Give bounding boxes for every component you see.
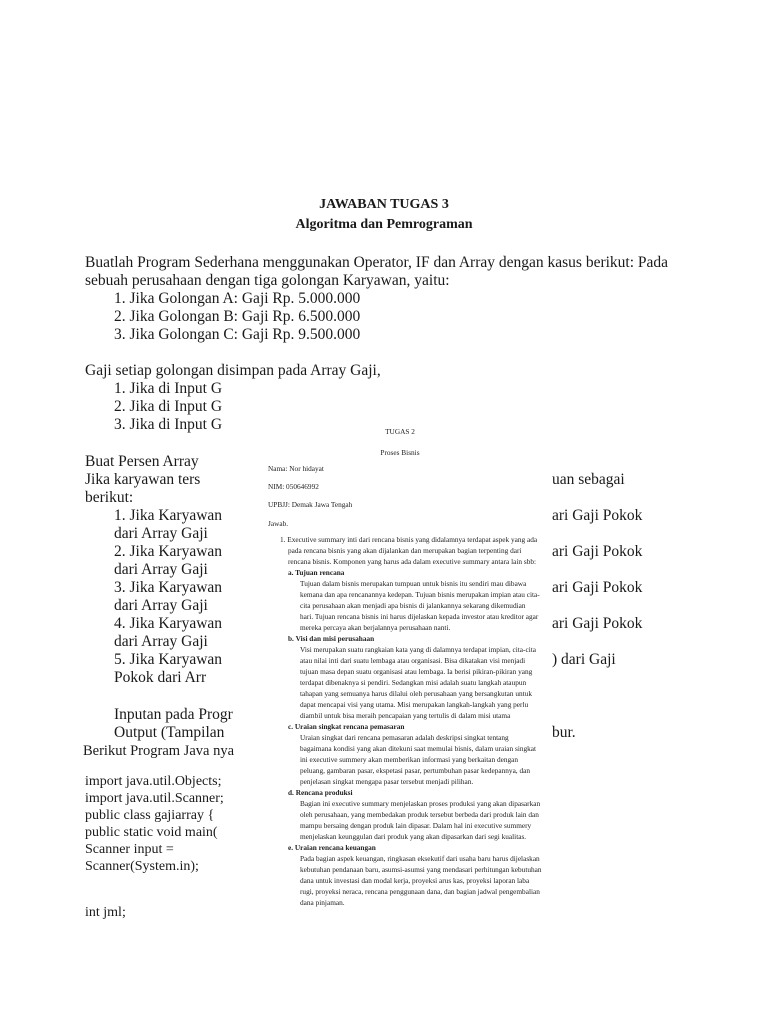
persen-line: Buat Persen Array xyxy=(85,453,199,470)
karyawan-list-item: 5. Jika Karyawan xyxy=(114,651,223,668)
section-c-line: ini executive summery akan memberikan informasi yang berkaitan dengan xyxy=(300,755,519,764)
karyawan-list-item: 1. Jika Karyawan xyxy=(114,507,223,524)
section-a-line: Tujuan dalam bisnis merupakan tumpuan untuk bisnis itu sendiri mau dibawa xyxy=(300,579,527,588)
input-list-item: 2. Jika di Input G xyxy=(114,398,223,415)
golongan-item-c: 3. Jika Golongan C: Gaji Rp. 9.500.000 xyxy=(114,326,361,343)
section-c-line: peluang, gambaran pasar, ekspetasi pasar, pertumbuhan pasar kedepannya, dan xyxy=(300,766,530,775)
section-e-line: dana pinjaman. xyxy=(300,898,345,907)
section-c-line: penjelasan singkat mengapa pasar tersebut menjadi pilihan. xyxy=(300,777,474,786)
karyawan-list-item: 4. Jika Karyawan xyxy=(114,615,223,632)
code-line: public static void main( xyxy=(85,825,218,840)
overlay-nim: NIM: 050646992 xyxy=(268,482,319,491)
karyawan-list-item: 3. Jika Karyawan xyxy=(114,579,223,596)
karyawan-list-item: dari Array Gaji xyxy=(114,597,208,614)
section-c-line: bagaimana kondisi yang akan ditekuni saat memulai bisnis, dalam uraian singkat xyxy=(300,744,537,753)
section-d-line: oleh perusahaan, yang membedakan produk tersebut berbeda dari produk lain dan xyxy=(300,810,539,819)
section-d-line: mampu bersaing dengan produk lain dipasar. Dalam hal ini executive summery xyxy=(300,821,532,830)
document-title: JAWABAN TUGAS 3 xyxy=(319,197,449,212)
input-list-item: 1. Jika di Input G xyxy=(114,380,223,397)
section-b-heading: b. Visi dan misi perusahaan xyxy=(288,634,375,643)
section-e-line: dana untuk investasi dan modal kerja, proyeksi arus kas, proyeksi laporan laba xyxy=(300,876,530,885)
section-b-line: atau nilai inti dari suatu lembaga atau organisasi. Bisa dikatakan visi menjadi xyxy=(300,656,526,665)
overlay-upbjj: UPBJJ: Demak Jawa Tengah xyxy=(268,500,353,509)
section-a-line: kemana dan apa rencanannya kedepan. Tujuan bisnis merupakan impian atau cita- xyxy=(300,590,540,599)
gaji-line: Gaji setiap golongan disimpan pada Array Gaji, xyxy=(85,362,381,379)
golongan-item-a: 1. Jika Golongan A: Gaji Rp. 5.000.000 xyxy=(114,290,361,307)
overlay-item1-line: pada rencana bisnis yang akan dijalankan dan merupakan bagian terpenting dari xyxy=(288,546,522,555)
input-line: Inputan pada Progr xyxy=(114,706,233,723)
persen-line: berikut: xyxy=(85,489,134,506)
code-line: Scanner input = xyxy=(85,842,174,857)
section-b-line: diambil untuk bisa meraih pencapaian yang tertulis di dalam misi utama xyxy=(300,711,511,720)
right-fragment: bur. xyxy=(552,724,576,741)
section-d-line: menjelaskan keunggulan dari produk yang akan dipasarkan dari segi kualitas. xyxy=(300,832,527,841)
section-a-line: hari. Tujuan rencana bisnis ini harus dijelaskan kepada investor atau kreditor agar xyxy=(300,612,539,621)
section-a-heading: a. Tujuan rencana xyxy=(288,568,345,577)
overlay-nama: Nama: Nor hidayat xyxy=(268,464,324,473)
code-line: public class gajiarray { xyxy=(85,808,215,823)
golongan-item-b: 2. Jika Golongan B: Gaji Rp. 6.500.000 xyxy=(114,308,361,325)
right-fragment: ari Gaji Pokok xyxy=(552,579,643,596)
overlay-item1-line: 1. Executive summary inti dari rencana bisnis yang didalamnya terdapat aspek yang ada xyxy=(280,535,538,544)
section-b-line: Visi merupakan suatu rangkaian kata yang di dalamnya terdapat impian, cita-cita xyxy=(300,645,537,654)
overlay-item1-line: rencana bisnis. Komponen yang harus ada dalam executive summary antara lain sbb: xyxy=(288,557,537,566)
overlay-subtitle: Proses Bisnis xyxy=(380,448,420,457)
right-fragment: ari Gaji Pokok xyxy=(552,615,643,632)
overlay-title: TUGAS 2 xyxy=(385,427,415,436)
persen-line: Jika karyawan ters xyxy=(85,471,201,488)
section-b-line: dapat mencapai visi yang utama. Misi merupakan langkah-langkah yang perlu xyxy=(300,700,529,709)
right-fragment: uan sebagai xyxy=(552,471,625,488)
code-line: import java.util.Objects; xyxy=(85,774,222,789)
karyawan-list-item: Pokok dari Arr xyxy=(114,669,207,686)
karyawan-list-item: dari Array Gaji xyxy=(114,561,208,578)
code-line: import java.util.Scanner; xyxy=(85,791,224,806)
right-fragment: ) dari Gaji xyxy=(552,651,616,668)
input-line: Output (Tampilan xyxy=(114,724,225,741)
section-e-heading: e. Uraian rencana keuangan xyxy=(288,843,376,852)
overlay-jawab: Jawab. xyxy=(268,519,289,528)
intro-line-1: Buatlah Program Sederhana menggunakan Operator, IF dan Array dengan kasus berikut: Pada xyxy=(85,254,669,271)
section-d-line: Bagian ini executive summary menjelaskan proses produksi yang akan dipasarkan xyxy=(300,799,541,808)
document-subtitle: Algoritma dan Pemrograman xyxy=(295,217,473,232)
section-e-line: Pada bagian aspek keuangan, ringkasan eksekutif dari usaha baru harus dijelaskan xyxy=(300,854,540,863)
section-c-line: Uraian singkat dari rencana pemasaran adalah deskripsi singkat tentang xyxy=(300,733,509,742)
section-a-line: mereka percaya akan berjalannya perusahaan nanti. xyxy=(300,623,451,632)
section-e-line: rugi, proyeksi neraca, rencana penggunaan dana, dan bagian jadwal pengembalian xyxy=(300,887,540,896)
code-line: Scanner(System.in); xyxy=(85,859,199,874)
right-fragment: ari Gaji Pokok xyxy=(552,543,643,560)
karyawan-list-item: 2. Jika Karyawan xyxy=(114,543,223,560)
input-list-item: 3. Jika di Input G xyxy=(114,416,223,433)
input-line: Berikut Program Java nya xyxy=(83,743,235,759)
section-c-heading: c. Uraian singkat rencana pemasaran xyxy=(288,722,405,731)
section-a-line: cita perusahaan akan menjadi apa bisnis di jalankannya sekarang dikemudian xyxy=(300,601,526,610)
karyawan-list-item: dari Array Gaji xyxy=(114,633,208,650)
section-b-line: terdapat dibenaknya si pendiri. Sedangkan misi adalah suatu langkah ataupun xyxy=(300,678,527,687)
section-b-line: tahapan yang semuanya harus dilalui oleh perusahaan yang bersangkutan untuk xyxy=(300,689,533,698)
karyawan-list-item: dari Array Gaji xyxy=(114,525,208,542)
section-b-line: tujuan masa depan suatu organisasi atau lembaga. Ia berisi pikiran-pikiran yang xyxy=(300,667,533,676)
section-d-heading: d. Rencana produksi xyxy=(288,788,353,797)
section-e-line: kebutuhan pendanaan baru, asumsi-asumsi yang mendasari perhitungan kebutuhan xyxy=(300,865,542,874)
code-line: int jml; xyxy=(85,905,126,920)
overlay-page xyxy=(252,418,548,930)
right-fragment: ari Gaji Pokok xyxy=(552,507,643,524)
intro-line-2: sebuah perusahaan dengan tiga golongan Karyawan, yaitu: xyxy=(85,272,450,289)
